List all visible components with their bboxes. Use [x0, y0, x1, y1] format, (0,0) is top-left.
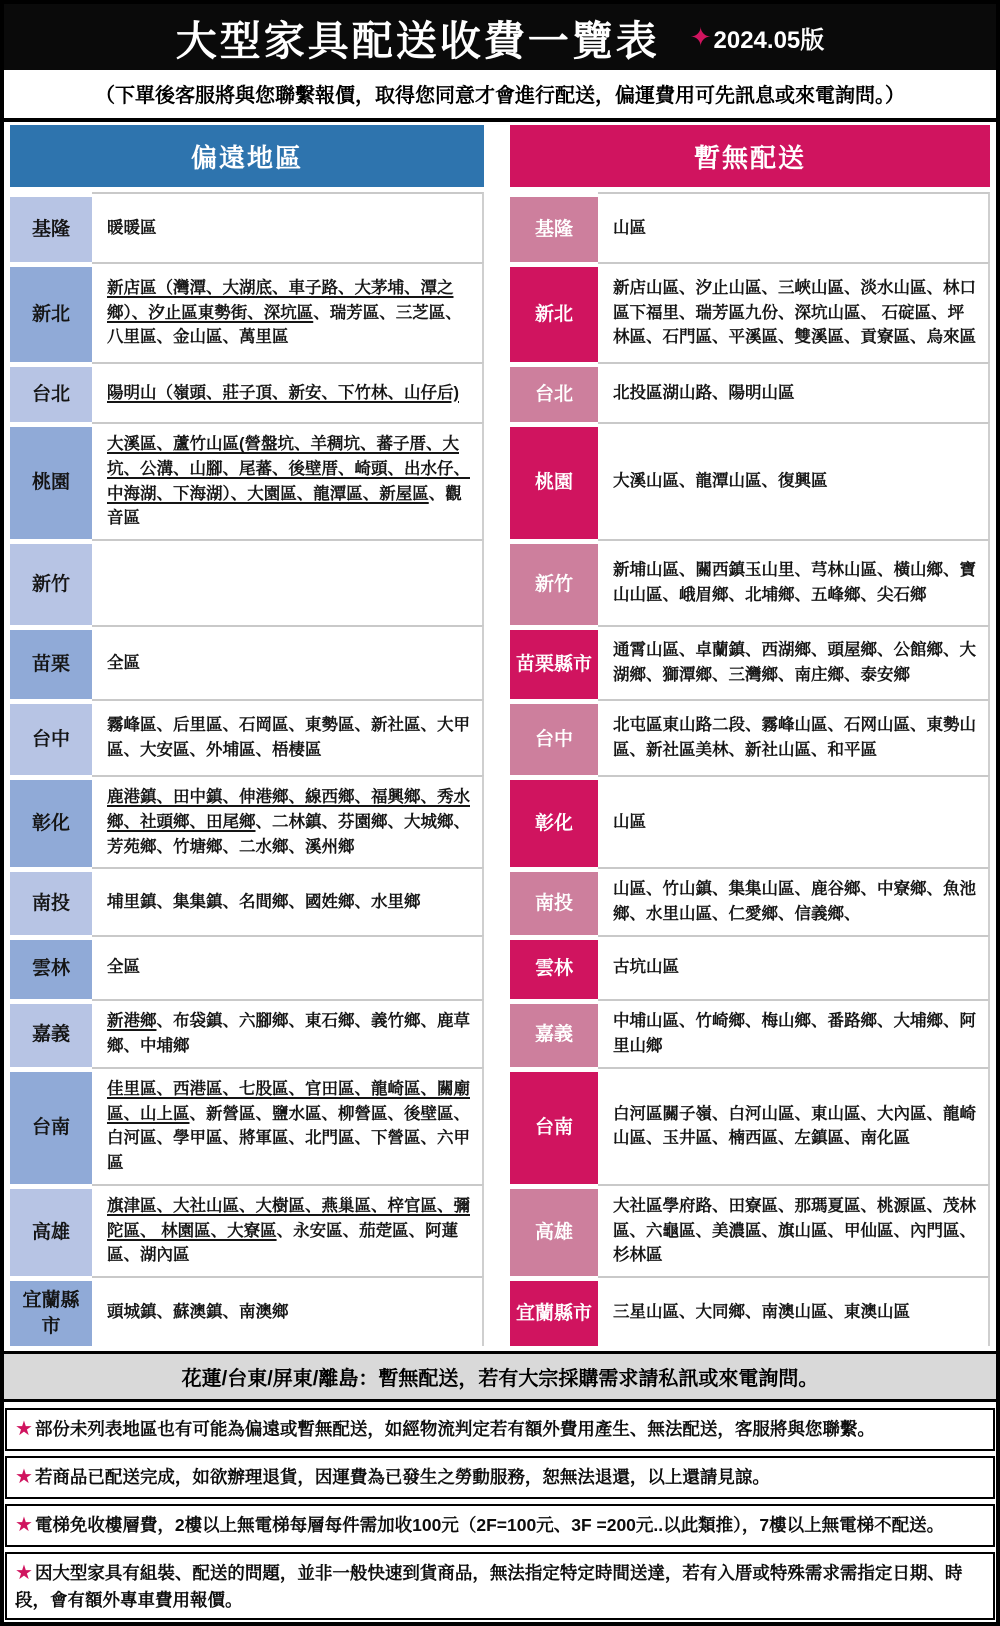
column-gap — [484, 699, 510, 775]
version-badge — [690, 20, 825, 55]
region-list-text: 新店山區、汐止山區、三峽山區、淡水山區、林口區下福里、瑞芳區九份、深坑山區、 石碇區、坪林區、石門區、平溪區、雙溪區、貢寮區、烏來區 — [613, 278, 976, 347]
right-region-content — [598, 262, 990, 362]
left-region-label: 台南 — [10, 1067, 92, 1184]
diamond-icon: ✦ — [689, 22, 712, 52]
column-gap — [484, 262, 510, 362]
region-list-text: 三星山區、大同鄉、南澳山區、東澳山區 — [613, 1302, 910, 1321]
right-region-label: 台南 — [510, 1067, 598, 1184]
region-list-text: 、永安區、茄萣區、阿蓮區、湖內區 — [107, 1221, 459, 1265]
delivery-table — [10, 125, 990, 1346]
version-text: 2024.05版 — [713, 26, 825, 54]
left-region-content — [92, 867, 484, 935]
region-list-text: 北投區湖山路、陽明山區 — [613, 383, 795, 402]
column-gap — [484, 867, 510, 935]
region-list-text: 大溪區、蘆竹山區(營盤坑、羊稠坑、蕃子厝、大坑、公溝、山腳、尾蕃、後壁厝、崎頭、出水仔、中海湖、下海湖）、大園區、龍潭區、新屋區 — [107, 435, 470, 503]
right-region-label: 新北 — [510, 262, 598, 362]
left-region-content — [92, 362, 484, 422]
right-region-label: 彰化 — [510, 775, 598, 867]
region-list-text: 古坑山區 — [613, 958, 679, 977]
left-region-content — [92, 625, 484, 699]
region-list-text: 中埔山區、竹崎鄉、梅山鄉、番路鄉、大埔鄉、阿里山鄉 — [613, 1012, 976, 1055]
page-title: 大型家具配送收費一覽表 — [175, 17, 660, 64]
left-region-content — [92, 999, 484, 1067]
right-region-content — [598, 935, 990, 999]
region-list-text: 陽明山（嶺頭、莊子頂、新安、下竹林、山仔后) — [107, 383, 459, 402]
right-region-label: 宜蘭縣市 — [510, 1276, 598, 1346]
right-region-content — [598, 775, 990, 867]
right-region-content — [598, 1067, 990, 1184]
left-region-label: 高雄 — [10, 1184, 92, 1276]
right-region-content — [598, 867, 990, 935]
left-region-label: 基隆 — [10, 192, 92, 262]
left-region-label: 雲林 — [10, 935, 92, 999]
region-list-text: 霧峰區、后里區、石岡區、東勢區、新社區、大甲區、大安區、外埔區、梧棲區 — [107, 716, 470, 759]
region-list-text: 頭城鎮、蘇澳鎮、南澳鄉 — [107, 1302, 289, 1321]
column-gap — [484, 625, 510, 699]
left-region-content — [92, 699, 484, 775]
remote-areas-header: 偏遠地區 — [10, 125, 484, 187]
left-region-label: 台北 — [10, 362, 92, 422]
right-region-content — [598, 1276, 990, 1346]
region-list-text: 通霄山區、卓蘭鎮、西湖鄉、頭屋鄉、公館鄉、大湖鄉、獅潭鄉、三灣鄉、南庄鄉、泰安鄉 — [613, 641, 976, 684]
column-gap — [484, 999, 510, 1067]
note-text: 若商品已配送完成，如欲辦理退貨，因運費為已發生之勞動服務，恕無法退還，以上還請見諒。 — [34, 1467, 770, 1487]
left-region-content — [92, 539, 484, 625]
column-gap — [484, 539, 510, 625]
region-list-text: 、觀音區 — [107, 484, 462, 528]
right-region-content — [598, 422, 990, 539]
region-list-text: 大溪山區、龍潭山區、復興區 — [613, 472, 828, 491]
column-gap — [484, 192, 510, 262]
note-text: 部份未列表地區也有可能為偏遠或暫無配送，如經物流判定若有額外費用產生、無法配送，客服將與您聯繫。 — [34, 1419, 875, 1439]
left-region-content — [92, 775, 484, 867]
no-delivery-banner: 花蓮/台東/屏東/離島：暫無配送，若有大宗採購需求請私訊或來電詢問。 — [4, 1351, 996, 1402]
region-list-text: 、瑞芳區、三芝區、八里區、金山區、萬里區 — [107, 303, 462, 347]
region-list-text: 、新營區、鹽水區、柳營區、後壁區、白河區、學甲區、將軍區、北門區、下營區、六甲區 — [107, 1104, 470, 1172]
right-region-label: 嘉義 — [510, 999, 598, 1067]
left-region-label: 苗栗 — [10, 625, 92, 699]
left-region-content — [92, 1067, 484, 1184]
right-region-content — [598, 192, 990, 262]
left-region-label: 彰化 — [10, 775, 92, 867]
left-region-content — [92, 422, 484, 539]
region-list-text: 暖暖區 — [107, 218, 157, 237]
note-box — [5, 1408, 995, 1451]
column-gap — [484, 362, 510, 422]
right-region-label: 高雄 — [510, 1184, 598, 1276]
left-region-content — [92, 1184, 484, 1276]
region-list-text: 山區 — [613, 218, 646, 237]
note-box — [5, 1552, 995, 1620]
right-region-content — [598, 1184, 990, 1276]
note-box — [5, 1456, 995, 1499]
subtitle-note: （下單後客服將與您聯繫報價，取得您同意才會進行配送，偏運費用可先訊息或來電詢問。） — [4, 70, 996, 122]
right-region-content — [598, 999, 990, 1067]
left-region-label: 新竹 — [10, 539, 92, 625]
region-list-text: 、布袋鎮、六腳鄉、東石鄉、義竹鄉、鹿草鄉、中埔鄉 — [107, 1012, 470, 1055]
column-gap — [484, 125, 510, 192]
note-text: 因大型家具有組裝、配送的問題，並非一般快速到貨商品，無法指定特定時間送達，若有入厝或特殊需求需指定日期、時段，會有額外專車費用報價。 — [15, 1563, 963, 1610]
region-list-text: 全區 — [107, 958, 140, 977]
region-list-text: 山區、竹山鎮、集集山區、鹿谷鄉、中寮鄉、魚池鄉、水里山區、仁愛鄉、信義鄉、 — [613, 880, 976, 923]
region-list-text: 新港鄉 — [107, 1012, 157, 1030]
region-list-text: 大社區學府路、田寮區、那瑪夏區、桃源區、茂林區、六龜區、美濃區、旗山區、甲仙區、內門區、杉林區 — [613, 1196, 976, 1265]
region-list-text: 鹿港鎮、田中鎮、伸港鄉、線西鄉、福興鄉、秀水鄉、社頭鄉、田尾鄉 — [107, 788, 470, 831]
column-gap — [484, 1276, 510, 1346]
star-icon: ★ — [15, 1562, 33, 1584]
column-gap — [484, 1067, 510, 1184]
left-region-label: 南投 — [10, 867, 92, 935]
star-icon: ★ — [15, 1514, 33, 1536]
left-region-label: 嘉義 — [10, 999, 92, 1067]
right-region-label: 新竹 — [510, 539, 598, 625]
left-region-content — [92, 192, 484, 262]
right-region-content — [598, 362, 990, 422]
column-gap — [484, 422, 510, 539]
region-list-text: 佳里區、西港區、七股區、官田區、龍崎區、關廟區、山上區 — [107, 1079, 470, 1123]
right-region-content — [598, 539, 990, 625]
column-gap — [484, 935, 510, 999]
column-gap — [484, 775, 510, 867]
region-list-text: 白河區關子嶺、白河山區、東山區、大內區、龍崎山區、玉井區、楠西區、左鎮區、南化區 — [613, 1104, 976, 1148]
region-list-text: 、二林鎮、芬園鄉、大城鄉、芳苑鄉、竹塘鄉、二水鄉、溪州鄉 — [107, 812, 470, 856]
right-region-label: 台北 — [510, 362, 598, 422]
page — [4, 4, 996, 1622]
star-icon: ★ — [15, 1466, 33, 1488]
region-list-text: 山區 — [613, 812, 646, 831]
region-list-text: 北屯區東山路二段、霧峰山區、石网山區、東勢山區、新社區美林、新社山區、和平區 — [613, 716, 976, 759]
footer-notes — [4, 1402, 996, 1622]
column-gap — [484, 1184, 510, 1276]
page-header — [4, 4, 996, 70]
no-delivery-header: 暫無配送 — [510, 125, 990, 187]
right-region-label: 苗栗縣市 — [510, 625, 598, 699]
region-list-text: 新埔山區、關西鎮玉山里、芎林山區、橫山鄉、寶山山區、峨眉鄉、北埔鄉、五峰鄉、尖石鄉 — [613, 561, 976, 604]
right-region-content — [598, 625, 990, 699]
right-region-label: 台中 — [510, 699, 598, 775]
left-region-label: 新北 — [10, 262, 92, 362]
right-region-label: 桃園 — [510, 422, 598, 539]
left-region-label: 宜蘭縣市 — [10, 1276, 92, 1346]
region-list-text: 旗津區、大社山區、大樹區、燕巢區、梓官區、彌陀區、 林園區、大寮區 — [107, 1196, 470, 1240]
right-region-label: 基隆 — [510, 192, 598, 262]
region-list-text: 埔里鎮、集集鎮、名間鄉、國姓鄉、水里鄉 — [107, 892, 421, 911]
left-region-content — [92, 1276, 484, 1346]
left-region-content — [92, 935, 484, 999]
left-region-content — [92, 262, 484, 362]
region-list-text: 新店區（灣潭、大湖底、車子路、大茅埔、潭之鄉）、汐止區東勢街、深坑區 — [107, 278, 454, 322]
right-region-label: 南投 — [510, 867, 598, 935]
table-wrap — [4, 122, 996, 1346]
right-region-label: 雲林 — [510, 935, 598, 999]
star-icon: ★ — [15, 1418, 33, 1440]
right-region-content — [598, 699, 990, 775]
left-region-label: 台中 — [10, 699, 92, 775]
note-box — [5, 1504, 995, 1547]
region-list-text: 全區 — [107, 653, 140, 672]
left-region-label: 桃園 — [10, 422, 92, 539]
note-text: 電梯免收樓層費，2樓以上無電梯每層每件需加收100元（2F=100元、3F =200元..以此類推），7樓以上無電梯不配送。 — [34, 1515, 945, 1535]
